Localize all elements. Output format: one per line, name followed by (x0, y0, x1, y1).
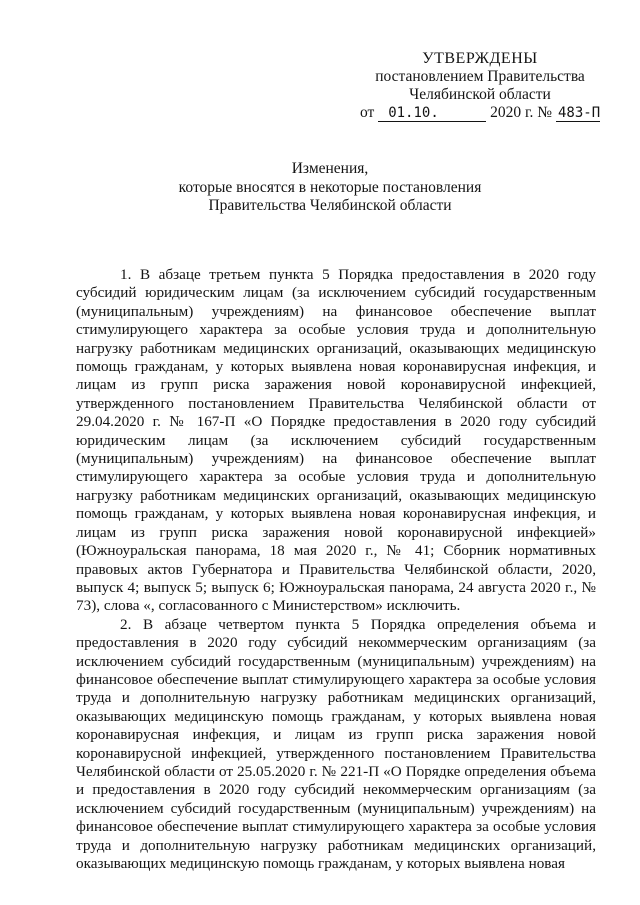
year-text: 2020 г. № (490, 104, 553, 121)
approval-line-1: постановлением Правительства (375, 68, 585, 85)
approval-date-line (360, 104, 600, 122)
approval-heading: УТВЕРЖДЕНЫ (422, 50, 538, 67)
document-body (76, 266, 596, 873)
date-value: 01.10. (378, 106, 486, 122)
approval-block (360, 50, 600, 122)
paragraph-2: 2. В абзаце четвертом пункта 5 Порядка определения объема и предоставления в 2020 году субсидий некоммерческим организациям (за исключением субсидий государственным (муниципальным) учреждениям) на финансовое обеспечение выплат стимулирующего характера за особые условия труда и дополнительную нагрузку работникам медицинских организаций, оказывающих медицинскую помощь гражданам, у которых выявлена новая коронавирусная инфекция, и лицам из групп риска заражения новой коронавирусной инфекцией, утвержденного постановлением Правительства Челябинской области от 25.05.2020 г. № 221-П «О Порядке определения объема и предоставления в 2020 году субсидий некоммерческим организациям (за исключением субсидий государственным (муниципальным) учреждениям) на финансовое обеспечение выплат стимулирующего характера за особые условия труда и дополнительную нагрузку работникам медицинских организаций, оказывающих медицинскую помощь гражданам, у которых выявлена новая (76, 615, 596, 872)
date-prefix: от (360, 104, 375, 121)
approval-line-2: Челябинской области (409, 86, 551, 103)
paragraph-1: 1. В абзаце третьем пункта 5 Порядка предоставления в 2020 году субсидий юридическим лицам (за исключением субсидий государственным (муниципальным) учреждениям) на финансовое обеспечение выплат стимулирующего характера за особые условия труда и дополнительную нагрузку работникам медицинских организаций, оказывающих медицинскую помощь гражданам, у которых выявлена новая коронавирусная инфекция, и лицам из групп риска заражения новой коронавирусной инфекцией, утвержденного постановлением Правительства Челябинской области от 29.04.2020 г. № 167-П «О Порядке предоставления в 2020 году субсидий юридическим лицам (за исключением субсидий государственным (муниципальным) учреждениям) на финансовое обеспечение выплат стимулирующего характера за особые условия труда и дополнительную нагрузку работникам медицинских организаций, оказывающих медицинскую помощь гражданам, у которых выявлена новая коронавирусная инфекция, и лицам из групп риска заражения новой коронавирусной инфекцией» (Южноуральская панорама, 18 мая 2020 г., № 41; Сборник нормативных правовых актов Губернатора и Правительства Челябинской области, 2020, выпуск 4; выпуск 5; выпуск 6; Южноуральская панорама, 24 августа 2020 г., № 73), слова «, согласованного с Министерством» исключить. (76, 266, 596, 615)
title-line-1: Изменения, (291, 160, 369, 177)
document-title (120, 160, 540, 216)
title-line-2: которые вносятся в некоторые постановления (178, 178, 482, 196)
document-number: 483-П (557, 105, 601, 121)
title-line-3: Правительства Челябинской области (208, 197, 452, 214)
